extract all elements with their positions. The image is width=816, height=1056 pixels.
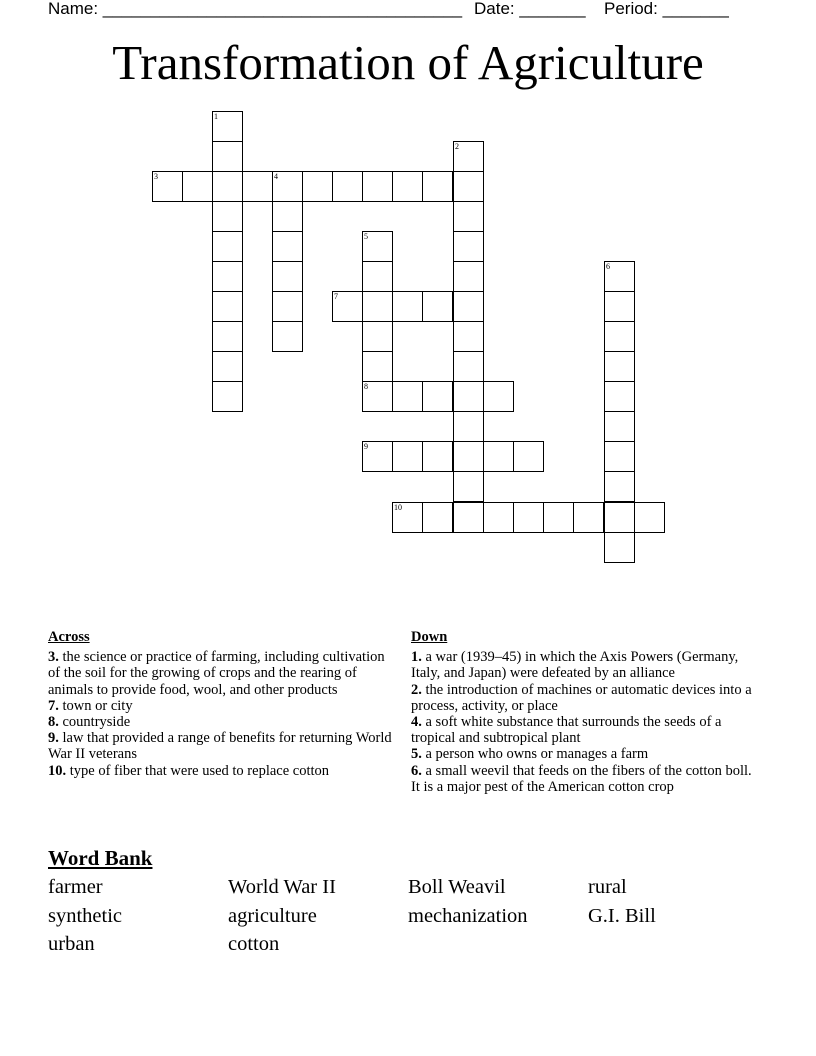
clue-number: 5.	[411, 746, 422, 763]
grid-cell[interactable]	[604, 381, 635, 412]
grid-cell[interactable]	[453, 171, 484, 202]
grid-cell[interactable]	[272, 171, 303, 202]
grid-cell[interactable]	[604, 441, 635, 472]
grid-cell[interactable]	[332, 291, 363, 322]
down-heading: Down	[411, 629, 448, 645]
clue-item	[411, 649, 756, 681]
grid-cell[interactable]	[453, 231, 484, 262]
grid-cell[interactable]	[362, 351, 393, 382]
date-field-label[interactable]: Date: _______	[474, 0, 586, 18]
grid-cell[interactable]	[422, 441, 453, 472]
down-clues	[411, 629, 756, 795]
clue-number: 7.	[48, 697, 59, 714]
grid-cell[interactable]	[272, 201, 303, 232]
grid-cell[interactable]	[272, 321, 303, 352]
grid-cell[interactable]	[634, 502, 665, 533]
clue-number: 7	[334, 292, 338, 301]
grid-cell[interactable]	[392, 502, 423, 533]
clue-item	[48, 698, 396, 714]
word-bank-item: mechanization	[408, 905, 528, 927]
grid-cell[interactable]	[483, 502, 514, 533]
grid-cell[interactable]	[272, 261, 303, 292]
word-bank-item: G.I. Bill	[588, 905, 656, 927]
clue-number: 2	[455, 142, 459, 151]
grid-cell[interactable]	[453, 321, 484, 352]
page-title: Transformation of Agriculture	[112, 35, 704, 90]
clue-number: 9	[364, 442, 368, 451]
clue-text: a war (1939–45) in which the Axis Powers (Germany, Italy, and Japan) were defeated by an alliance	[411, 649, 739, 682]
grid-cell[interactable]	[362, 231, 393, 262]
clue-number: 8	[364, 382, 368, 391]
grid-cell[interactable]	[453, 441, 484, 472]
grid-cell[interactable]	[362, 381, 393, 412]
name-field-label[interactable]: Name: ______________________________________	[48, 0, 463, 18]
clue-item	[48, 730, 396, 762]
period-field-label[interactable]: Period: _______	[604, 0, 729, 18]
clue-text: a soft white substance that surrounds the seeds of a tropical and subtropical plant	[411, 714, 722, 747]
grid-cell[interactable]	[513, 441, 544, 472]
grid-cell[interactable]	[453, 261, 484, 292]
grid-cell[interactable]	[453, 381, 484, 412]
grid-cell[interactable]	[362, 171, 393, 202]
word-bank-title: Word Bank	[48, 846, 153, 870]
clue-number: 5	[364, 232, 368, 241]
word-bank-item: urban	[48, 933, 95, 955]
grid-cell[interactable]	[543, 502, 574, 533]
grid-cell[interactable]	[212, 351, 243, 382]
clue-item	[411, 682, 756, 714]
clue-text: the introduction of machines or automatic devices into a process, activity, or place	[411, 681, 752, 714]
word-bank-item: World War II	[228, 876, 336, 898]
grid-cell[interactable]	[212, 111, 243, 142]
clue-number: 1.	[411, 649, 422, 666]
clue-item	[411, 714, 756, 746]
grid-cell[interactable]	[453, 502, 484, 533]
clue-text: town or city	[62, 697, 133, 714]
grid-cell[interactable]	[212, 171, 243, 202]
across-heading: Across	[48, 629, 90, 645]
grid-cell[interactable]	[212, 321, 243, 352]
grid-cell[interactable]	[212, 291, 243, 322]
grid-cell[interactable]	[422, 291, 453, 322]
grid-cell[interactable]	[604, 411, 635, 442]
clue-text: the science or practice of farming, including cultivation of the soil for the growing of crops and the rearing of animals to provide food, wool, and other products	[48, 649, 385, 698]
grid-cell[interactable]	[212, 381, 243, 412]
grid-cell[interactable]	[302, 171, 333, 202]
clue-number: 6	[606, 262, 610, 271]
grid-cell[interactable]	[392, 381, 423, 412]
grid-cell[interactable]	[242, 171, 273, 202]
clue-number: 6.	[411, 762, 422, 779]
grid-cell[interactable]	[392, 441, 423, 472]
grid-cell[interactable]	[212, 201, 243, 232]
word-bank-item: synthetic	[48, 905, 123, 927]
grid-cell[interactable]	[212, 141, 243, 172]
clue-number: 2.	[411, 681, 422, 698]
clue-number: 3.	[48, 649, 59, 666]
grid-cell[interactable]	[392, 171, 423, 202]
word-bank-item: rural	[588, 876, 627, 898]
grid-cell[interactable]	[362, 291, 393, 322]
grid-cell[interactable]	[422, 171, 453, 202]
word-bank-item: cotton	[228, 933, 280, 955]
grid-cell[interactable]	[362, 261, 393, 292]
grid-cell[interactable]	[513, 502, 544, 533]
clue-text: a person who owns or manages a farm	[425, 746, 649, 763]
clue-number: 1	[214, 112, 218, 121]
grid-cell[interactable]	[362, 441, 393, 472]
clue-text: type of fiber that were used to replace cotton	[69, 762, 330, 779]
grid-cell[interactable]	[422, 502, 453, 533]
grid-cell[interactable]	[604, 261, 635, 292]
grid-cell[interactable]	[573, 502, 604, 533]
clue-number: 9.	[48, 730, 59, 747]
word-bank-item: Boll Weavil	[408, 876, 506, 898]
grid-cell[interactable]	[604, 502, 635, 533]
grid-cell[interactable]	[483, 381, 514, 412]
grid-cell[interactable]	[604, 532, 635, 563]
word-bank-item: agriculture	[228, 905, 317, 927]
grid-cell[interactable]	[392, 291, 423, 322]
grid-cell[interactable]	[272, 291, 303, 322]
clue-text: law that provided a range of benefits for returning World War II veterans	[48, 730, 392, 763]
clue-number: 4.	[411, 714, 422, 731]
clue-text: countryside	[62, 714, 131, 731]
grid-cell[interactable]	[212, 231, 243, 262]
grid-cell[interactable]	[152, 171, 183, 202]
grid-cell[interactable]	[272, 231, 303, 262]
grid-cell[interactable]	[483, 441, 514, 472]
clue-item	[411, 746, 756, 762]
grid-cell[interactable]	[453, 351, 484, 382]
clue-number: 8.	[48, 714, 59, 731]
clue-number: 3	[154, 172, 158, 181]
grid-cell[interactable]	[453, 201, 484, 232]
grid-cell[interactable]	[453, 141, 484, 172]
clue-item	[411, 763, 756, 795]
grid-cell[interactable]	[362, 321, 393, 352]
clue-text: a small weevil that feeds on the fibers of the cotton boll. It is a major pest of the American cotton crop	[411, 762, 752, 795]
clue-number: 4	[274, 172, 278, 181]
word-bank-item: farmer	[48, 876, 103, 898]
grid-cell[interactable]	[604, 291, 635, 322]
grid-cell[interactable]	[453, 411, 484, 442]
clue-item	[48, 649, 396, 698]
grid-cell[interactable]	[453, 471, 484, 502]
grid-cell[interactable]	[604, 321, 635, 352]
grid-cell[interactable]	[453, 291, 484, 322]
grid-cell[interactable]	[604, 471, 635, 502]
clue-number: 10	[394, 503, 402, 512]
grid-cell[interactable]	[332, 171, 363, 202]
across-clues	[48, 629, 396, 779]
clue-item	[48, 763, 396, 779]
grid-cell[interactable]	[604, 351, 635, 382]
grid-cell[interactable]	[422, 381, 453, 412]
clue-item	[48, 714, 396, 730]
clue-number: 10.	[48, 762, 67, 779]
grid-cell[interactable]	[182, 171, 213, 202]
grid-cell[interactable]	[212, 261, 243, 292]
